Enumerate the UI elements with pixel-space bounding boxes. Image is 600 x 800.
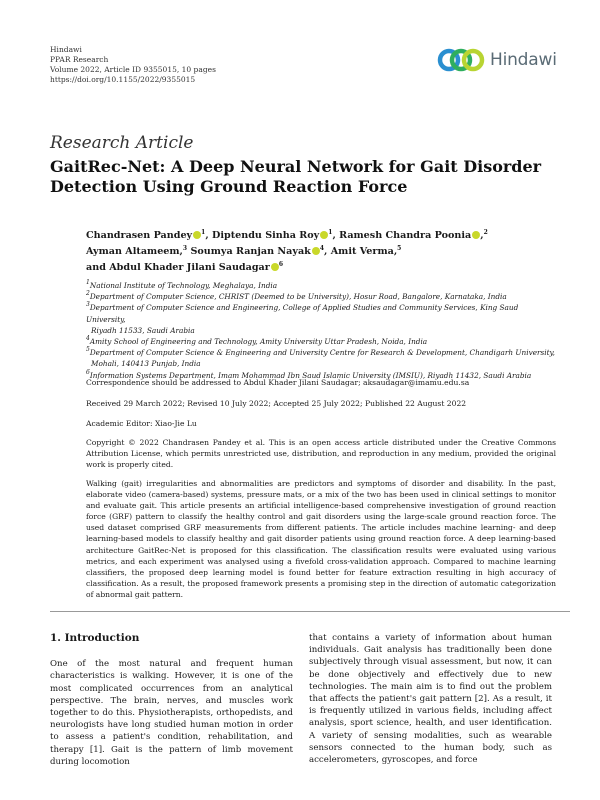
- body-column-left: [50, 632, 293, 768]
- body-paragraph: One of the most natural and frequent human characteristics is walking. However, it is one of the most complicated occurrences from an analytical perspective. The brain, nerves, and muscles work together to do this. Physiotherapists, orthopedists, and neurologists have long studied human motion in order to assess a patient's condition, rehabilitation, and therapy [1]. Gait is the pattern of limb movement during locomotion: [50, 659, 293, 767]
- author-name[interactable]: Ramesh Chandra Poonia: [339, 230, 472, 241]
- publication-dates: Received 29 March 2022; Revised 10 July 2022; Accepted 25 July 2022; Published 22 August 2022: [86, 399, 467, 408]
- author-name[interactable]: Soumya Ranjan Nayak: [190, 246, 311, 257]
- author-list: Chandrasen Pandey $^1$, Diptendu Sinha Roy $^1$, Ramesh Chandra Poonia ,$^2$ Ayman Altameem,$^3$ Soumya Ranjan Nayak $^4$, Amit Verma,$^5$ and Abdul Khader Jilani Saudagar $^6$: [86, 229, 488, 273]
- affiliations: [86, 280, 556, 381]
- author-affiliation-number: 5: [397, 245, 402, 252]
- volume-info: Volume 2022, Article ID 9355015, 10 pages: [50, 65, 216, 74]
- hindawi-logo: [436, 47, 557, 73]
- abstract: Walking (gait) irregularities and abnormalities are predictors and symptoms of disorder and disability. In the past, elaborate video (camera-based) systems, pressure mats, or a mix of the two has been used in clinical settings to monitor and evaluate gait. This article presents an artificial intelligence-based comprehensive investigation of ground reaction force (GRF) pattern to classify the healthy control and gait disorders using the large-scale ground reaction force. The used dataset comprised GRF measurements from different patients. The article includes machine learning- and deep learning-based models to classify healthy and gait disorder patients using ground reaction force. A deep learning-based architecture GaitRec-Net is proposed for this classification. The classification results were evaluated using various metrics, and each experiment was analysed using a fivefold cross-validation approach. Compared to machine learning classifiers, the proposed deep learning model is found better for feature extraction resulting in high accuracy of classification. As a result, the proposed framework presents a promising step in the direction of automatic categorization of abnormal gait pattern.: [86, 479, 556, 599]
- journal-header: [50, 45, 216, 85]
- section-divider: [50, 611, 570, 612]
- journal-name: PPAR Research: [50, 55, 109, 64]
- doi-link[interactable]: https://doi.org/10.1155/2022/9355015: [50, 75, 196, 84]
- body-paragraph: that contains a variety of information about human individuals. Gait analysis has traditionally been done subjectively through visual assessment, but now, it can be done objectively and effectively due to new technologies. The main aim is to find out the problem that affects the patient's gait pattern [2]. As a result, it is frequently utilized in various fields, including affect analysis, sport science, health, and user identification. A variety of sensing modalities, such as wearable sensors connected to the human body, such as accelerometers, gyroscopes, and force: [309, 633, 552, 766]
- orcid-icon[interactable]: [193, 231, 201, 239]
- article-type: Research Article: [50, 133, 194, 153]
- correspondence: Correspondence should be addressed to Abdul Khader Jilani Saudagar; aksaudagar@imamu.edu.sa: [86, 378, 470, 387]
- publisher-name: Hindawi: [50, 45, 82, 54]
- author-affiliation-number: 1: [201, 229, 206, 236]
- author-affiliation-number: 3: [182, 245, 188, 252]
- author-affiliation-number: 1: [328, 229, 333, 236]
- affiliation-item: $^3$Department of Computer Science and Engineering, College of Applied Studies and Community Services, King Saud University, Riyadh 11533, Saudi Arabia: [86, 301, 519, 335]
- academic-editor: Academic Editor: Xiao-Jie Lu: [86, 419, 197, 428]
- author-affiliation-number: 2: [483, 229, 488, 236]
- affiliation-item: $^1$National Institute of Technology, Meghalaya, India: [86, 279, 278, 290]
- author-affiliation-number: 4: [319, 245, 325, 252]
- author-name[interactable]: Chandrasen Pandey: [86, 230, 193, 241]
- author-name[interactable]: Diptendu Sinha Roy: [212, 230, 320, 241]
- orcid-icon[interactable]: [312, 247, 320, 255]
- logo-text: Hindawi: [490, 50, 557, 70]
- affiliation-item: $^5$Department of Computer Science & Engineering and University Centre for Research & Development, Chandigarh University, Mohali, 140413 Punjab, India: [86, 346, 555, 369]
- author-affiliation-number: 6: [278, 261, 284, 268]
- section-heading: 1. Introduction: [50, 632, 140, 644]
- affiliation-item: $^4$Amity School of Engineering and Technology, Amity University Uttar Pradesh, Noida, India: [86, 335, 428, 347]
- hindawi-rings-icon: [436, 47, 486, 73]
- author-name[interactable]: Ayman Altameem,: [86, 246, 183, 257]
- paper-title: GaitRec-Net: A Deep Neural Network for Gait Disorder Detection Using Ground Reaction Force: [50, 157, 542, 196]
- copyright-notice: Copyright © 2022 Chandrasen Pandey et al. This is an open access article distributed under the Creative Commons Attribution License, which permits unrestricted use, distribution, and reproduction in any medium, provided the original work is properly cited.: [86, 438, 556, 469]
- body-column-right: [309, 632, 552, 766]
- author-name[interactable]: Amit Verma,: [330, 246, 398, 257]
- affiliation-item: $^2$Department of Computer Science, CHRIST (Deemed to be University), Hosur Road, Bangalore, Karnataka, India: [86, 290, 507, 302]
- affiliation-item: $^6$Information Systems Department, Imam Mohammad Ibn Saud Islamic University (IMSIU), Riyadh 11432, Saudi Arabia: [86, 368, 532, 380]
- orcid-icon[interactable]: [271, 263, 279, 271]
- author-name[interactable]: and Abdul Khader Jilani Saudagar: [86, 262, 270, 273]
